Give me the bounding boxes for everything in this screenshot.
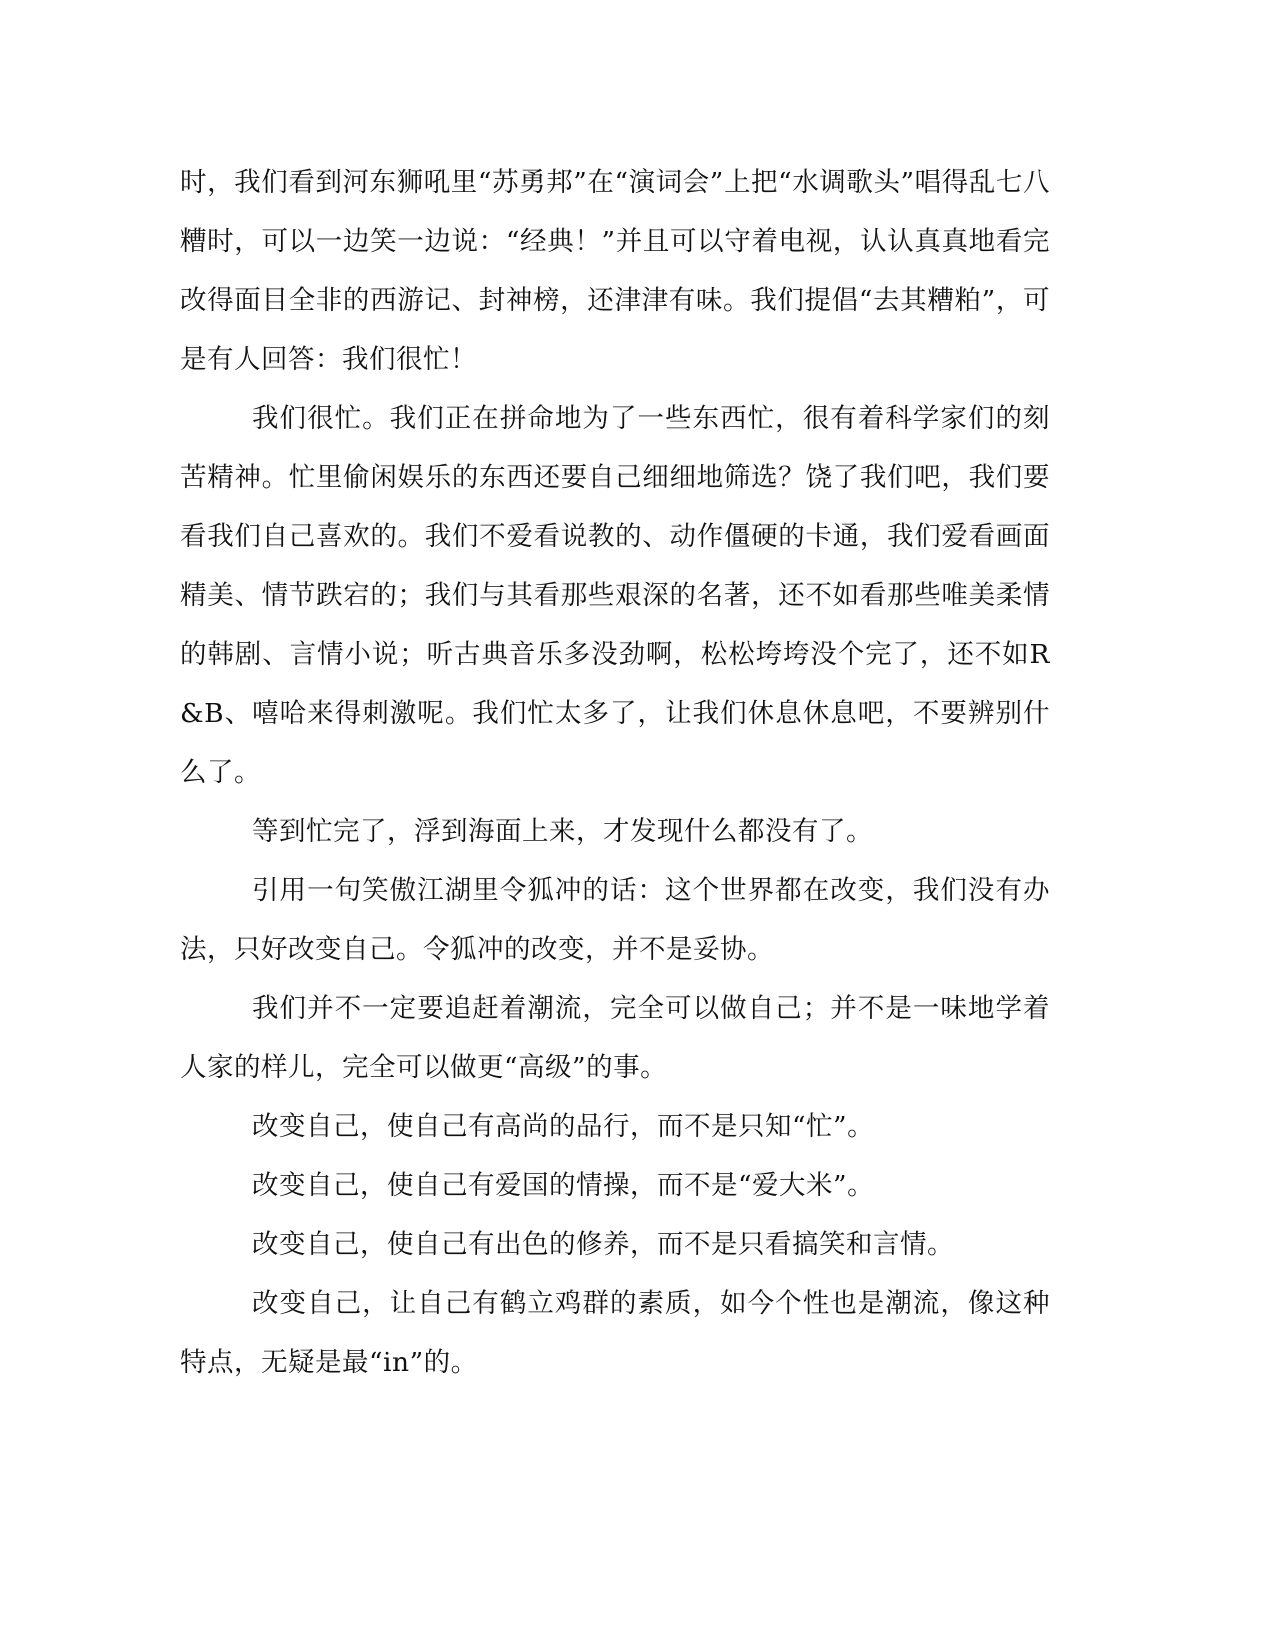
paragraph-3: 等到忙完了，浮到海面上来，才发现什么都没有了。 — [252, 816, 873, 847]
paragraph-9: 改变自己，让自己有鹤立鸡群的素质，如今个性也是潮流，像这种特点，无疑是最“in”的。 — [180, 1288, 1050, 1378]
paragraph-4: 引用一句笑傲江湖里令狐冲的话：这个世界都在改变，我们没有办法，只好改变自己。令狐冲的改变，并不是妥协。 — [180, 875, 1050, 965]
paragraph-6: 改变自己，使自己有高尚的品行，而不是只知“忙”。 — [252, 1111, 875, 1142]
paragraph-7: 改变自己，使自己有爱国的情操，而不是“爱大米”。 — [252, 1170, 875, 1201]
document-body — [180, 153, 1050, 1392]
paragraph-2: 我们很忙。我们正在拼命地为了一些东西忙，很有着科学家们的刻苦精神。忙里偷闲娱乐的东西还要自己细细地筛选？饶了我们吧，我们要看我们自己喜欢的。我们不爱看说教的、动作僵硬的卡通，我们爱看画面精美、情节跌宕的；我们与其看那些艰深的名著，还不如看那些唯美柔情的韩剧、言情小说；听古典音乐多没劲啊，松松垮垮没个完了，还不如R&B、嘻哈来得刺激呢。我们忙太多了，让我们休息休息吧，不要辨别什么了。 — [180, 403, 1050, 788]
paragraph-5: 我们并不一定要追赶着潮流，完全可以做自己；并不是一味地学着人家的样儿，完全可以做更“高级”的事。 — [180, 993, 1050, 1083]
paragraph-1: 时，我们看到河东狮吼里“苏勇邦”在“演词会”上把“水调歌头”唱得乱七八糟时，可以一边笑一边说：“经典！”并且可以守着电视，认认真真地看完改得面目全非的西游记、封神榜，还津津有味。我们提倡“去其糟粕”，可是有人回答：我们很忙！ — [180, 167, 1050, 375]
paragraph-8: 改变自己，使自己有出色的修养，而不是只看搞笑和言情。 — [252, 1229, 954, 1260]
